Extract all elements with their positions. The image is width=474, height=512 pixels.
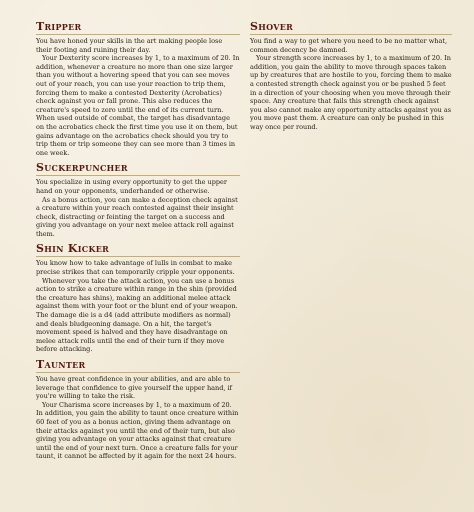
section-title-shover: Shover [250, 20, 452, 35]
paragraph: You find a way to get where you need to be no matter what, common decency be damned. [250, 37, 448, 54]
paragraph: As a bonus action, you can make a deception check against a creature within your reach contested against their insight check, distracting or feinting the target on a success and giving you advantage on your next melee attack roll against them. [36, 195, 238, 238]
paragraph: You specialize in using every opportunity to get the upper hand on your opponents, underhanded or otherwise. [36, 178, 228, 195]
paragraph: You know how to take advantage of lulls in combat to make precise strikes that can temporarily cripple your opponents. [36, 259, 235, 277]
section-shin-kicker [36, 242, 240, 354]
paragraph: Your Dexterity score increases by 1, to a maximum of 20. In addition, whenever a creature no more than one size larger than you without a hovering speed that you can see moves out of your reach, you can use your reaction to trip them, forcing them to make a contested Dexterity (Acrobatics) check against you or fall prone. This also reduces the creature's speed to zero until the end of its current turn. When used outside of combat, the target has disadvantage on the acrobatics check the first time you use it on them, but gains advantage on the acrobatics check should you try to trip them or trip someone they can see more than 3 times in one week. [36, 54, 240, 157]
paragraph: You have honed your skills in the art making people lose their footing and ruining their day. [36, 37, 223, 54]
section-taunter [36, 358, 240, 461]
section-title-tripper: Tripper [36, 20, 240, 35]
paragraph: Your strength score increases by 1, to a maximum of 20. In addition, you gain the ability to move through spaces taken up by creatures that are hostile to you, forcing them to make a contested strength check against you or be pushed 5 feet in a direction of your choosing when you move through their space. Any creature that fails this strength check against you also cannot make any opportunity attacks against you as you move past them. A creature can only be pushed in this way once per round. [250, 54, 452, 131]
section-title-shin-kicker: Shin Kicker [36, 242, 240, 257]
right-column [250, 20, 452, 136]
paragraph: You have great confidence in your abilities, and are able to leverage that confidence to give yourself the upper hand, if you're willing to take the risk. [36, 375, 232, 401]
section-title-taunter: Taunter [36, 358, 240, 373]
paragraph: Your Charisma score increases by 1, to a maximum of 20. In addition, you gain the ability to taunt once creature within 60 feet of you as a bonus action, giving them advantage on their attacks against you until the end of their turn, but also giving you advantage on your attacks against that creature until the end of your next turn. Once a creature falls for your taunt, it cannot be affected by it again for the next 24 hours. [36, 400, 239, 461]
section-suckerpuncher [36, 161, 240, 238]
section-shover [250, 20, 452, 132]
section-tripper [36, 20, 240, 157]
paragraph: Whenever you take the attack action, you can use a bonus action to strike a creature within range in the shin (provided the creature has shins), making an additional melee attack against them with your foot or the blunt end of your weapon. The damage die is a d4 (add attribute modifiers as normal) and deals bludgeoning damage. On a hit, the target's movement speed is halved and they have disadvantage on melee attack rolls until the end of their turn if they move before attacking. [36, 276, 238, 354]
left-column [36, 20, 240, 465]
section-title-suckerpuncher: Suckerpuncher [36, 161, 240, 176]
